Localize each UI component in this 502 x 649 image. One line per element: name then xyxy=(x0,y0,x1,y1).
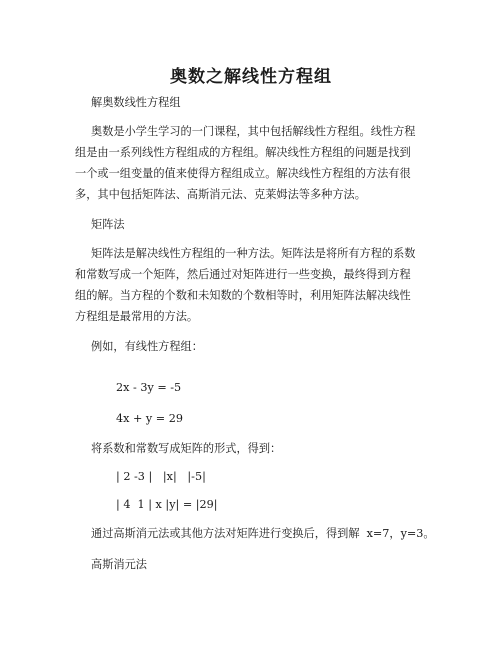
matrix-row-1: | 2 -3 | |x| |-5| xyxy=(116,470,206,483)
matrix-row-2: | 4 1 | x |y| = |29| xyxy=(116,498,218,511)
equation-1: 2x - 3y = -5 xyxy=(116,381,182,394)
paragraph-line: 奥数是小学生学习的一门课程，其中包括解线性方程组。线性方程 xyxy=(91,125,416,138)
section-heading-matrix: 矩阵法 xyxy=(91,218,125,231)
solution-line: 通过高斯消元法或其他方法对矩阵进行变换后，得到解 x=7，y=3。 xyxy=(91,527,435,540)
paragraph-line: 组是由一系列线性方程组成的方程组。解决线性方程组的问题是找到 xyxy=(75,146,411,159)
equation-2: 4x + y = 29 xyxy=(116,412,183,425)
paragraph-line: 矩阵法是解决线性方程组的一种方法。矩阵法是将所有方程的系数 xyxy=(91,247,416,260)
paragraph-line: 和常数写成一个矩阵，然后通过对矩阵进行一些变换，最终得到方程 xyxy=(75,268,411,281)
paragraph-line: 方程组是最常用的方法。 xyxy=(75,310,199,323)
matrix-intro: 将系数和常数写成矩阵的形式，得到： xyxy=(91,442,282,455)
section-heading-gauss: 高斯消元法 xyxy=(91,558,147,571)
paragraph-line: 多，其中包括矩阵法、高斯消元法、克莱姆法等多种方法。 xyxy=(75,188,366,201)
section-heading-intro: 解奥数线性方程组 xyxy=(91,96,181,109)
document-title: 奥数之解线性方程组 xyxy=(170,67,332,87)
paragraph-line: 组的解。当方程的个数和未知数的个数相等时，利用矩阵法解决线性 xyxy=(75,289,411,302)
example-intro: 例如，有线性方程组： xyxy=(91,340,203,353)
paragraph-line: 一个或一组变量的值来使得方程组成立。解决线性方程组的方法有很 xyxy=(75,167,411,180)
